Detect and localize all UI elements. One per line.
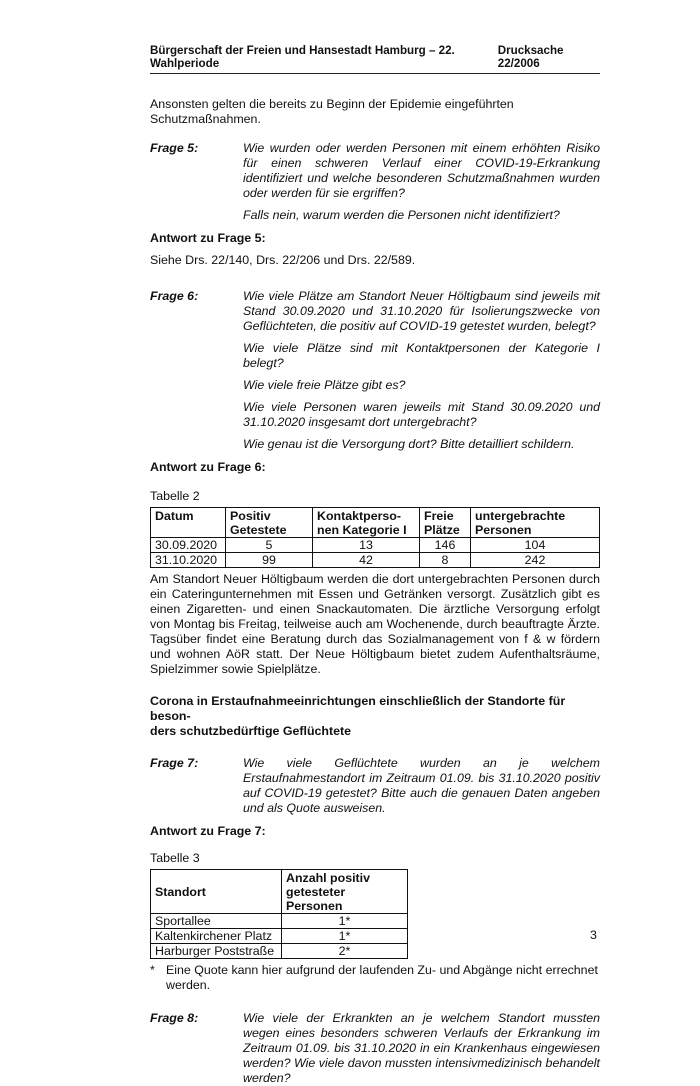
table-cell: 30.09.2020 — [151, 538, 226, 553]
intro-text: Ansonsten gelten die bereits zu Beginn der Epidemie eingeführten Schutzmaßnahmen. — [150, 97, 514, 126]
table-2 — [150, 507, 600, 568]
question-text: Falls nein, warum werden die Personen nicht identifiziert? — [243, 208, 560, 222]
table-cell: 146 — [420, 538, 471, 553]
table-cell: 13 — [313, 538, 420, 553]
question-label: Frage 5: — [150, 141, 199, 155]
question-text: Wie viele Plätze sind mit Kontaktpersonen der Kategorie I belegt? — [243, 341, 600, 370]
table-cell: 1* — [282, 914, 408, 929]
table-header: Standort — [151, 870, 282, 914]
question-label: Frage 6: — [150, 289, 199, 303]
table-row — [151, 929, 408, 944]
table-cell: 99 — [226, 553, 313, 568]
table-cell: Sportallee — [151, 914, 282, 929]
question-text: Wie viele der Erkrankten an je welchem Standort mussten wegen eines besonders schweren Verlaufs der Erkrankung im Zeitraum 01.09. bis 31.10.2020 in ein Krankenhaus eingewiesen werden? Wie viele davon mussten intensivmedizinisch behandelt werden? — [243, 1011, 600, 1085]
table-row — [151, 944, 408, 959]
table-3 — [150, 869, 408, 959]
table-cell: 5 — [226, 538, 313, 553]
question-text: Wie genau ist die Versorgung dort? Bitte detailliert schildern. — [243, 437, 575, 451]
section-heading: Corona in Erstaufnahmeeinrichtungen einschließlich der Standorte für beson- ders schutzbedürftige Geflüchtete — [150, 694, 566, 738]
table-header: Anzahl positiv getesteter Personen — [282, 870, 408, 914]
table-cell: 8 — [420, 553, 471, 568]
question-text: Wie viele Plätze am Standort Neuer Höltigbaum sind jeweils mit Stand 30.09.2020 und 31.10.2020 für Isolierungszwecke von Geflüchteten, die positiv auf COVID-19 getestet wurden, belegt? — [243, 289, 600, 333]
question-label: Frage 8: — [150, 1011, 199, 1025]
table-row — [151, 914, 408, 929]
answer-text: Siehe Drs. 22/140, Drs. 22/206 und Drs. 22/589. — [150, 253, 416, 267]
table-header: Datum — [151, 508, 226, 538]
question-text: Wie viele Personen waren jeweils mit Stand 30.09.2020 und 31.10.2020 insgesamt dort untergebracht? — [243, 400, 600, 429]
answer-text: Am Standort Neuer Höltigbaum werden die dort untergebrachten Personen durch ein Cateringunternehmen mit Essen und Getränken versorgt. Zusätzlich gibt es einen Zigaretten- und einen Snackautomaten. Die ärztliche Versorgung erfolgt von Montag bis Freitag, teilweise auch am Wochenende, durch beauftragte Ärzte. Tagsüber findet eine Beratung durch das Sozialmanagement von f & w fördern und wohnen AöR statt. Der Neue Höltigbaum bietet zudem Aufenthaltsräume, Spielzimmer sowie Spielplätze. — [150, 572, 600, 676]
table-header: Positiv Getestete — [226, 508, 313, 538]
table-row — [151, 538, 600, 553]
table-cell: 31.10.2020 — [151, 553, 226, 568]
question-text: Wie wurden oder werden Personen mit einem erhöhten Risiko für einen schweren Verlauf einer COVID-19-Erkrankung identifiziert und welche besonderen Schutzmaßnahmen wurden oder werden für sie ergriffen? — [243, 141, 600, 200]
answer-heading: Antwort zu Frage 7: — [150, 824, 266, 838]
answer-heading: Antwort zu Frage 5: — [150, 231, 266, 245]
table-cell: 2* — [282, 944, 408, 959]
question-text: Wie viele freie Plätze gibt es? — [243, 378, 406, 392]
table-label: Tabelle 3 — [150, 851, 200, 865]
table-cell: Harburger Poststraße — [151, 944, 282, 959]
footnote-mark: * — [150, 963, 155, 977]
table-header: Freie Plätze — [420, 508, 471, 538]
table-cell: 42 — [313, 553, 420, 568]
document-page — [150, 44, 600, 1086]
answer-heading: Antwort zu Frage 6: — [150, 460, 266, 474]
table-row — [151, 553, 600, 568]
table-cell: 104 — [471, 538, 600, 553]
header-drucksache: Drucksache 22/2006 — [497, 44, 564, 70]
question-6 — [150, 289, 600, 452]
question-label: Frage 7: — [150, 756, 199, 770]
page-header — [150, 44, 600, 74]
question-7 — [150, 756, 600, 816]
table-label: Tabelle 2 — [150, 489, 200, 503]
question-5 — [150, 141, 600, 223]
table-cell: Kaltenkirchener Platz — [151, 929, 282, 944]
footnote-text: Eine Quote kann hier aufgrund der laufenden Zu- und Abgänge nicht errechnet werden. — [166, 963, 598, 992]
question-8 — [150, 1011, 600, 1086]
header-title: Bürgerschaft der Freien und Hansestadt Hamburg – 22. Wahlperiode — [150, 44, 455, 70]
table-cell: 242 — [471, 553, 600, 568]
table-header: Kontaktperso- nen Kategorie I — [313, 508, 420, 538]
footnote — [150, 963, 600, 993]
page-number: 3 — [590, 928, 597, 942]
table-cell: 1* — [282, 929, 408, 944]
table-header: untergebrachte Personen — [471, 508, 600, 538]
question-text: Wie viele Geflüchtete wurden an je welchem Erstaufnahmestandort im Zeitraum 01.09. bis 31.10.2020 positiv auf COVID-19 getestet? Bitte auch die genauen Daten angeben und als Quote ausweisen. — [243, 756, 600, 815]
